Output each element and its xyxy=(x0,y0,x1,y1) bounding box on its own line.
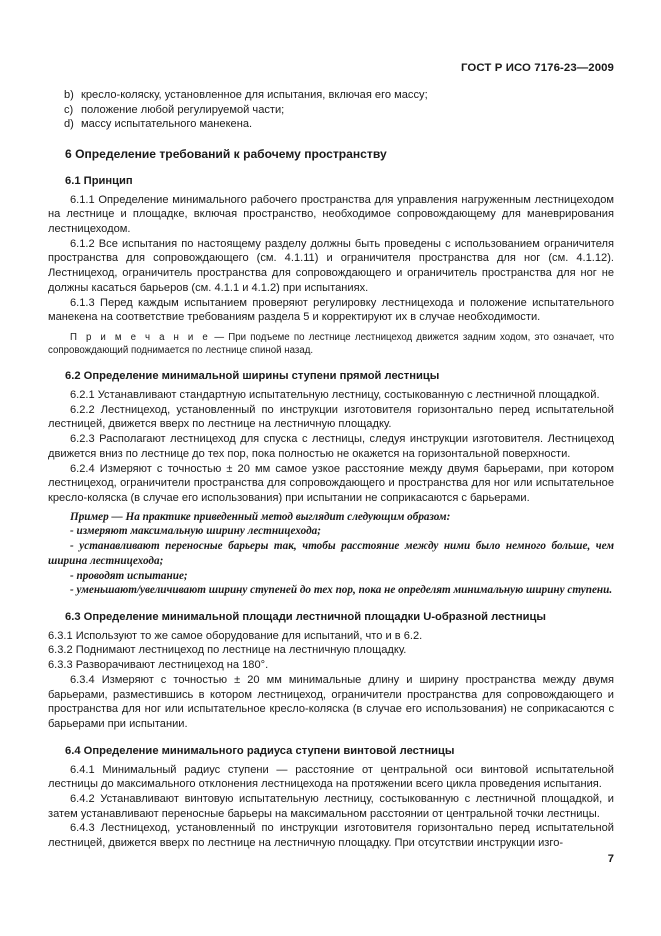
clause-6-title: 6 Определение требований к рабочему пространству xyxy=(65,147,387,162)
paragraph-6-1-2: 6.1.2 Все испытания по настоящему разделу должны быть проведены с использованием ограничителя пространства для сопровождающего (см. 4.1.11) и ограничителя пространства для ног (см. 4.1.12). Лестницеход, ограничитель пространства для сопровождающего и ограничитель пространства для ног не должны касаться барьеров (см. 4.1.1 и 4.1.2) при испытаниях. xyxy=(48,237,614,294)
example-item: - проводят испытание; xyxy=(70,569,188,582)
example-item: - измеряют максимальную ширину лестницехода; xyxy=(70,525,321,538)
spacer xyxy=(48,598,614,610)
example-lead: Пример — На практике приведенный метод выглядит следующим образом: xyxy=(70,510,451,523)
clause-6-2-title: 6.2 Определение минимальной ширины ступени прямой лестницы xyxy=(65,370,440,383)
list-item-text: массу испытательного манекена. xyxy=(81,118,253,131)
note-text: — При подъеме по лестнице лестницеход движется задним ходом, это означает, что сопровождающий поднимается по лестнице спиной назад. xyxy=(48,332,614,356)
spacer xyxy=(48,325,614,332)
spacer xyxy=(48,357,614,369)
paragraph-6-2-2: 6.2.2 Лестницеход, установленный по инструкции изготовителя горизонтально перед испытательной лестницей, движется вверх по лестнице на лестничную площадку. xyxy=(48,403,614,431)
clause-6-3-title: 6.3 Определение минимальной площади лестничной площадки U-образной лестницы xyxy=(65,611,546,624)
paragraph-6-1-3: 6.1.3 Перед каждым испытанием проверяют регулировку лестницехода и положение испытательного манекена на соответствие требованиям раздела 5 и корректируют их в случае необходимости. xyxy=(48,296,614,324)
paragraph-6-2-4: 6.2.4 Измеряют с точностью ± 20 мм самое узкое расстояние между двумя барьерами, при котором лестницеход, ограничители пространства для сопровождающего и пространства для ног или испытательное кресло-коляска (в случае его использования) при испытании не соприкасаются с барьерами. xyxy=(48,462,614,504)
page-content xyxy=(48,88,614,851)
clause-6-1-title: 6.1 Принцип xyxy=(65,174,133,187)
paragraph-6-4-2: 6.4.2 Устанавливают винтовую испытательную лестницу, состыкованную с лестничной площадкой, и затем устанавливают переносные барьеры на максимальном расстоянии от центральной точки лестницы. xyxy=(48,792,614,820)
paragraph-6-4-1: 6.4.1 Минимальный радиус ступени — расстояние от центральной оси винтовой испытательной лестницы до максимального отклонения лестницехода на протяжении всего цикла проведения испытания. xyxy=(48,763,614,791)
example-item: - уменьшают/увеличивают ширину ступеней до тех пор, пока не определят минимальную ширину ступени. xyxy=(70,584,613,597)
example-block xyxy=(48,510,614,598)
paragraph-6-1-1: 6.1.1 Определение минимального рабочего пространства для управления нагруженным лестницеходом на лестнице и площадке, включая пространство, необходимое сопровождающему для маневрирования лестницеходом. xyxy=(48,193,614,236)
page-number: 7 xyxy=(607,853,614,865)
paragraph-6-3-3: 6.3.3 Разворачивают лестницеход на 180°. xyxy=(48,659,269,672)
note-block xyxy=(48,332,614,357)
list-item-marker: d) xyxy=(64,118,74,131)
list-item-marker: c) xyxy=(64,103,74,116)
paragraph-6-4-3: 6.4.3 Лестницеход, установленный по инструкции изготовителя горизонтально перед испытательной лестницей, движется вверх по лестнице на лестничную площадку. При отсутствии инструкции изго- xyxy=(48,822,614,850)
paragraph-6-3-4: 6.3.4 Измеряют с точностью ± 20 мм минимальные длину и ширину пространства между двумя барьерами, разместившись в котором лестницеход, ограничители пространства для сопровождающего и пространства для ног или испытательное кресло-коляска (в случае его использования) не соприкасаются с барьерами при испытании. xyxy=(48,673,614,731)
spacer xyxy=(48,732,614,744)
paragraph-6-2-1: 6.2.1 Устанавливают стандартную испытательную лестницу, состыкованную с лестничной площадкой. xyxy=(70,388,600,401)
paragraph-6-2-3: 6.2.3 Располагают лестницеход для спуска с лестницы, следуя инструкции изготовителя. Лестницеход движется вниз по лестнице до тех пор, пока полностью не окажется на горизонтальной поверхности. xyxy=(48,433,614,460)
example-item: - устанавливают переносные барьеры так, чтобы расстояние между ними было немного больше, чем ширина лестницехода; xyxy=(48,540,614,567)
list-item xyxy=(48,103,614,118)
list-item-marker: b) xyxy=(64,89,74,101)
list-item-text: кресло-коляску, установленное для испытания, включая его массу; xyxy=(81,89,428,101)
spacer xyxy=(48,162,614,174)
spacer xyxy=(48,132,614,147)
list-item xyxy=(48,88,614,103)
note-label: П р и м е ч а н и е xyxy=(70,332,211,344)
enumerated-list xyxy=(48,88,614,132)
list-item-text: положение любой регулируемой части; xyxy=(81,103,285,116)
paragraph-6-3-1: 6.3.1 Используют то же самое оборудование для испытаний, что и в 6.2. xyxy=(48,629,423,642)
clause-6-4-title: 6.4 Определение минимального радиуса ступени винтовой лестницы xyxy=(65,744,455,757)
running-head-standard-number: ГОСТ Р ИСО 7176-23—2009 xyxy=(461,62,614,74)
list-item xyxy=(48,117,614,132)
paragraph-6-3-2: 6.3.2 Поднимают лестницеход по лестнице на лестничную площадку. xyxy=(48,644,407,657)
